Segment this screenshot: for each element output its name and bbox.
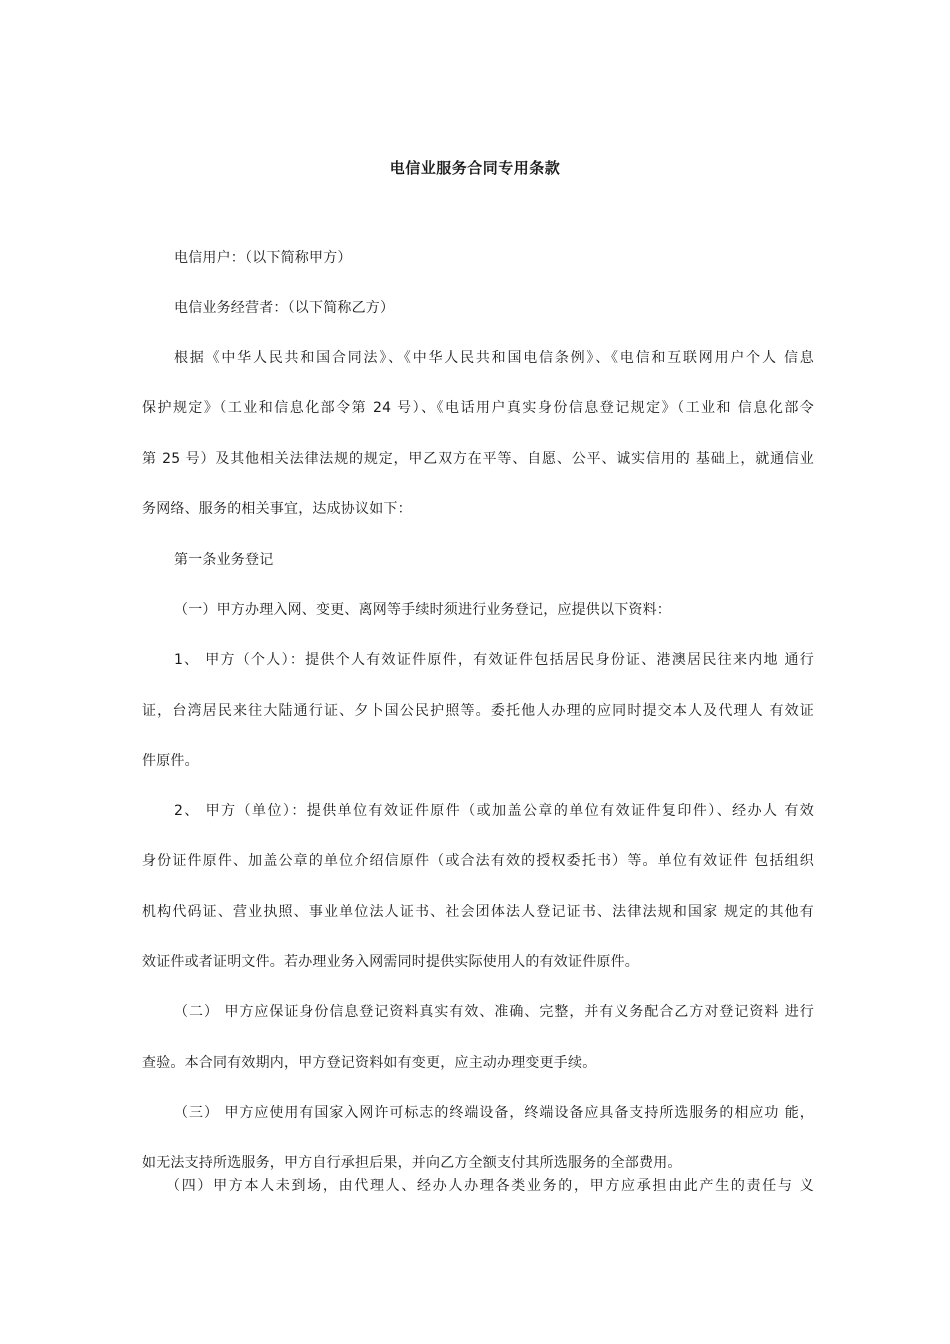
paragraph-line: 查验。本合同有效期内，甲方登记资料如有变更，应主动办理变更手续。 — [142, 1055, 597, 1071]
party-b-line: 电信业务经营者：（以下简称乙方） — [174, 300, 395, 316]
section-heading: 第一条业务登记 — [174, 552, 274, 568]
paragraph-line: 第 25 号）及其他相关法律法规的规定，甲乙双方在平等、自愿、公平、诚实信用的 基础上，就通信业 — [142, 451, 814, 467]
paragraph-line: （四）甲方本人未到场，由代理人、经办人办理各类业务的，甲方应承担由此产生的责任与 义 — [166, 1178, 814, 1194]
paragraph-line: 身份证件原件、加盖公章的单位介绍信原件（或合法有效的授权委托书）等。单位有效证件 包括组织 — [142, 853, 814, 869]
paragraph-line: 效证件或者证明文件。若办理业务入网需同时提供实际使用人的有效证件原件。 — [142, 954, 639, 970]
paragraph-line: 证，台湾居民来往大陆通行证、夕卜国公民护照等。委托他人办理的应同时提交本人及代理人 有效证 — [142, 703, 814, 719]
paragraph-line: （一）甲方办理入网、变更、离网等手续时须进行业务登记，应提供以下资料： — [174, 602, 671, 618]
document-title: 电信业服务合同专用条款 — [389, 159, 561, 177]
paragraph-line: 2、 甲方（单位）：提供单位有效证件原件（或加盖公章的单位有效证件复印件）、经办人 有效 — [174, 803, 814, 819]
paragraph-line: 如无法支持所选服务，甲方自行承担后果，并向乙方全额支付其所选服务的全部费用。 — [142, 1155, 682, 1171]
paragraph-line: 1、 甲方（个人）：提供个人有效证件原件，有效证件包括居民身份证、港澳居民往来内地 通行 — [174, 652, 814, 668]
paragraph-line: 务网络、服务的相关事宜，达成协议如下： — [142, 501, 412, 517]
paragraph-line: （三） 甲方应使用有国家入网许可标志的终端设备，终端设备应具备支持所选服务的相应功 能， — [174, 1105, 814, 1121]
party-a-line: 电信用户：（以下简称甲方） — [174, 250, 352, 266]
paragraph-line: 机构代码证、营业执照、事业单位法人证书、社会团体法人登记证书、法律法规和国家 规定的其他有 — [142, 904, 814, 920]
paragraph-line: 保护规定》（工业和信息化部令第 24 号）、《电话用户真实身份信息登记规定》（工业和 信息化部令 — [142, 400, 814, 416]
paragraph-line: 根据《中华人民共和国合同法》、《中华人民共和国电信条例》、《电信和互联网用户个人 信息 — [174, 350, 814, 366]
paragraph-line: （二） 甲方应保证身份信息登记资料真实有效、准确、完整，并有义务配合乙方对登记资料 进行 — [174, 1004, 814, 1020]
paragraph-line: 件原件。 — [142, 753, 199, 769]
